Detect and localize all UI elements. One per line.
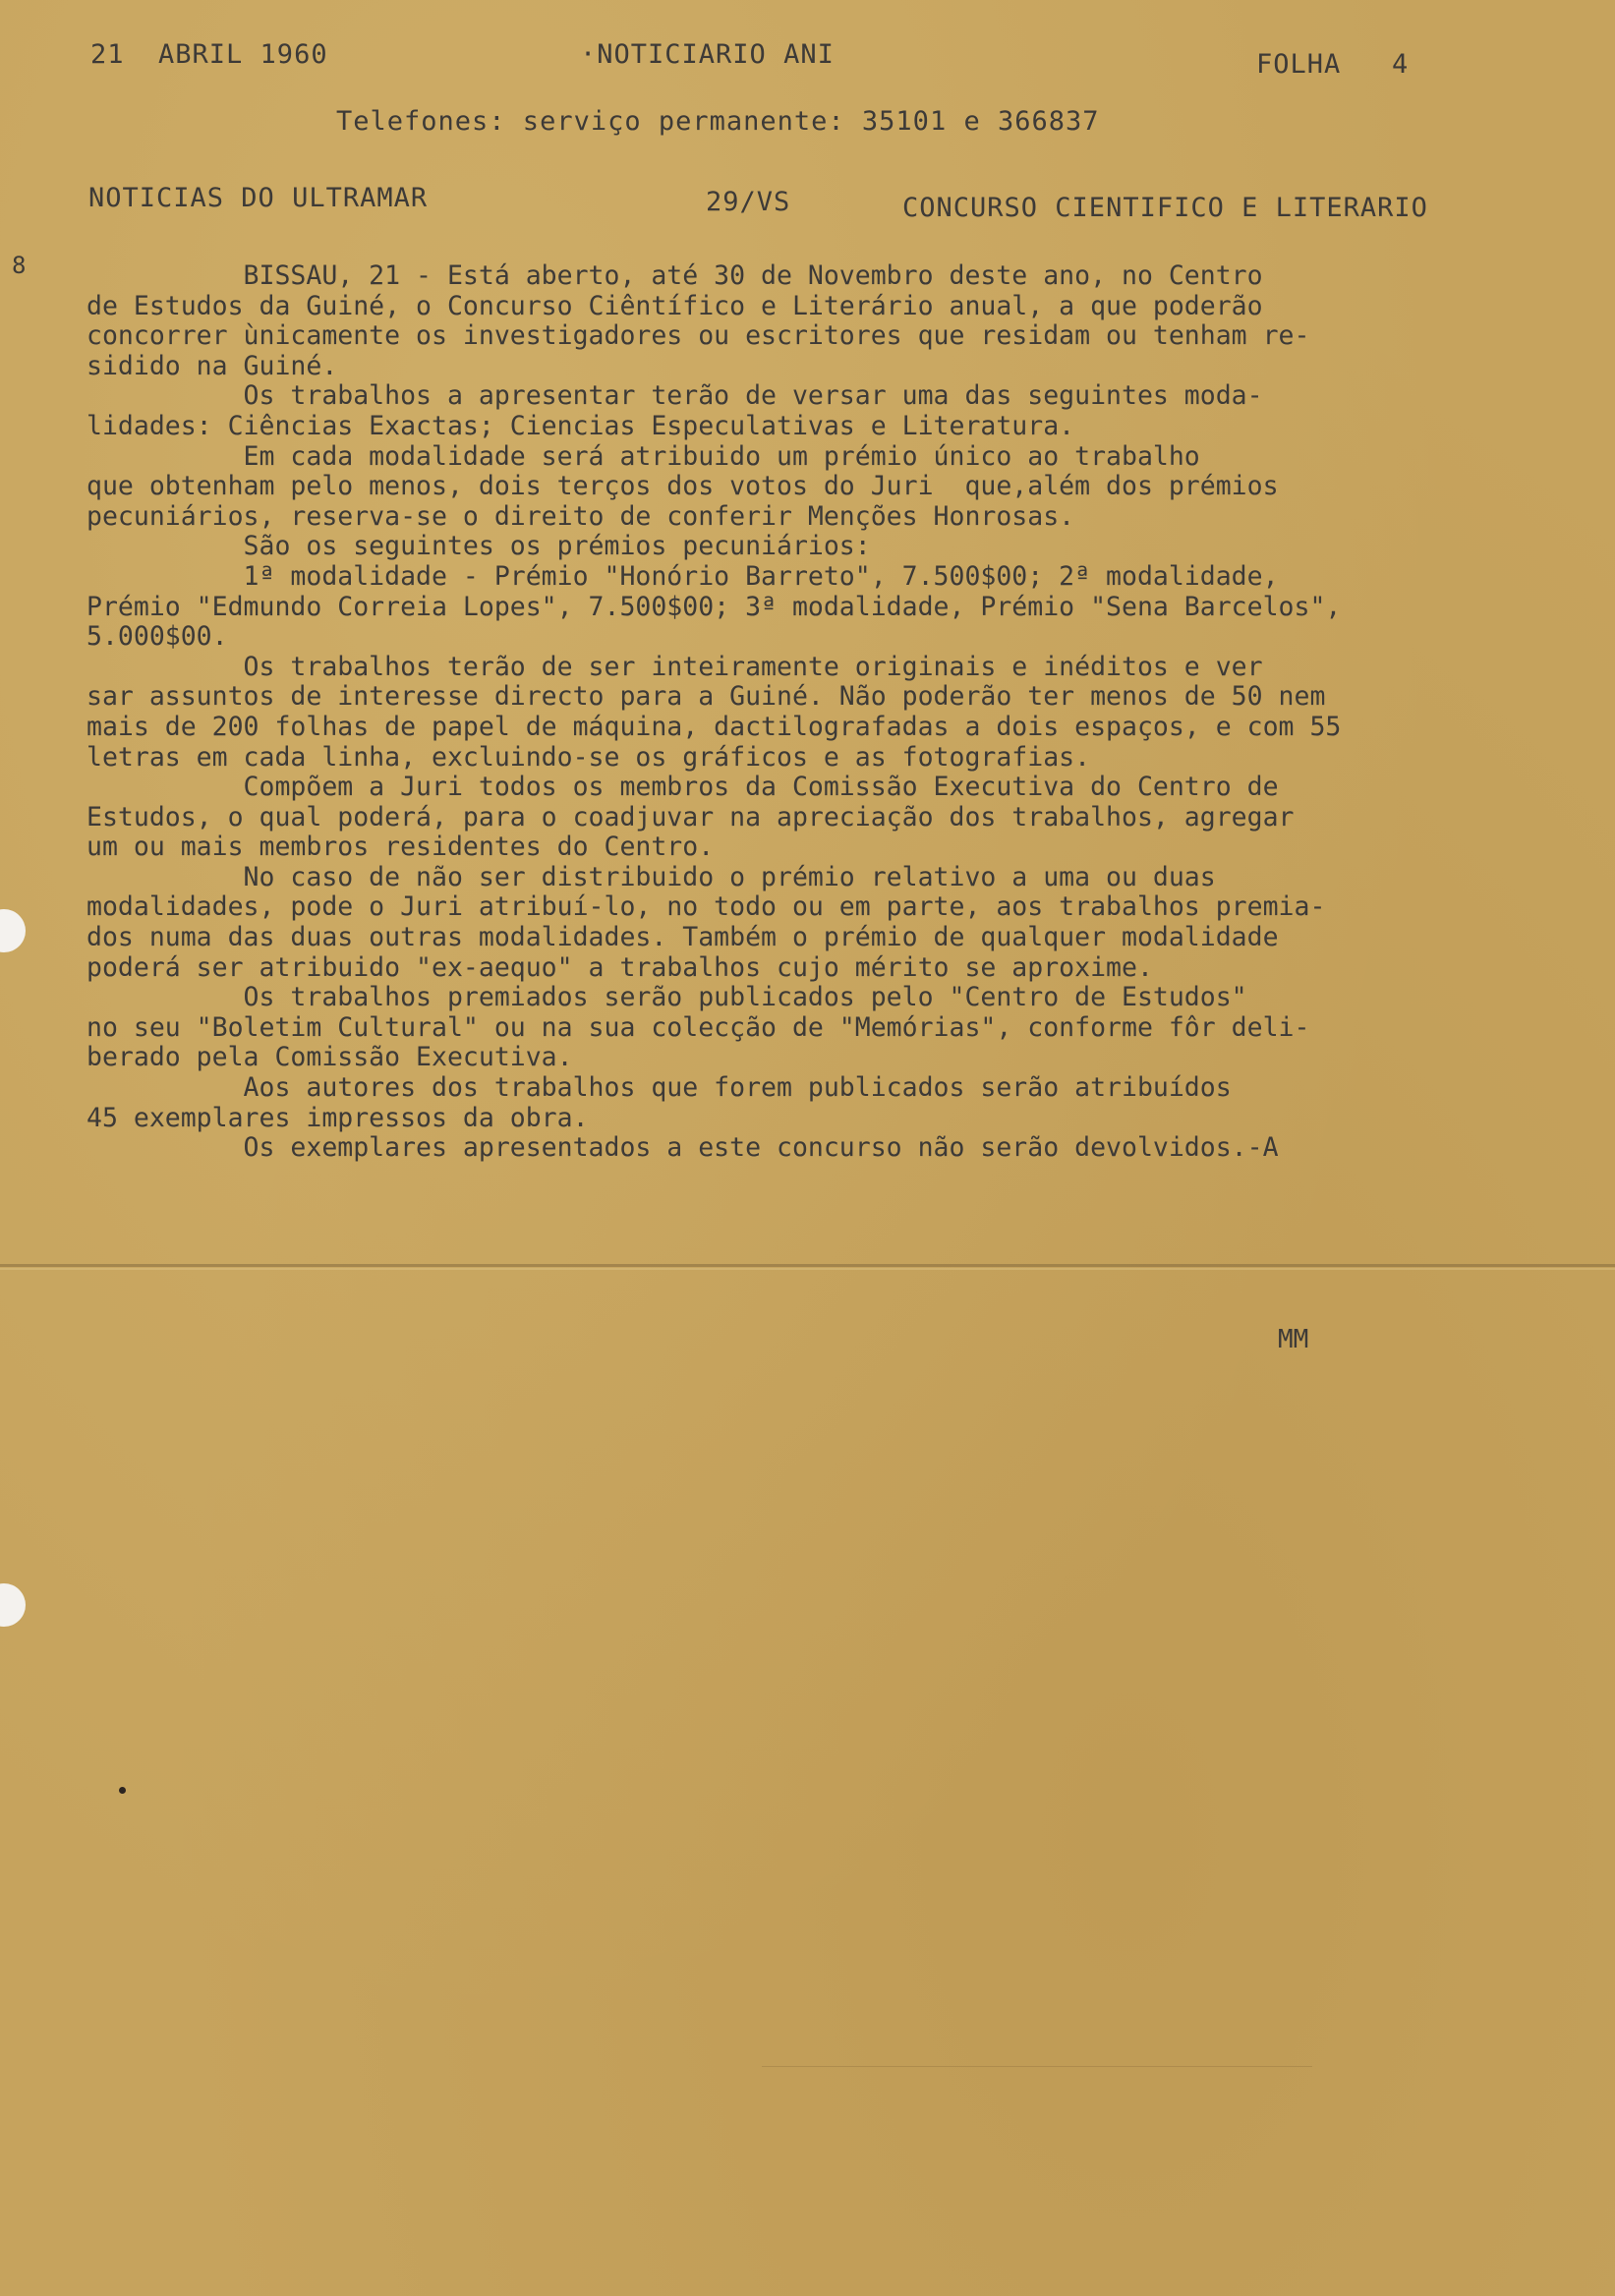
paragraph xyxy=(87,1133,1492,1164)
paragraph xyxy=(87,653,1492,773)
ink-speck xyxy=(119,1787,126,1794)
text-line: de Estudos da Guiné, o Concurso Ciêntífico e Literário anual, a que poderão xyxy=(87,290,1263,321)
text-line: São os seguintes os prémios pecuniários: xyxy=(87,531,871,562)
text-line: lidades: Ciências Exactas; Ciencias Especulativas e Literatura. xyxy=(87,410,1075,441)
punch-hole xyxy=(0,909,26,952)
fold-highlight xyxy=(0,1268,1615,1270)
text-line: Os trabalhos terão de ser inteiramente originais e inéditos e ver xyxy=(87,651,1263,682)
text-line: Os trabalhos premiados serão publicados pelo "Centro de Estudos" xyxy=(87,982,1247,1013)
text-line: modalidades, pode o Juri atribuí-lo, no todo ou em parte, aos trabalhos premia- xyxy=(87,891,1326,923)
text-line: Compõem a Juri todos os membros da Comissão Executiva do Centro de xyxy=(87,772,1279,803)
text-line: berado pela Comissão Executiva. xyxy=(87,1042,573,1073)
text-line: um ou mais membros residentes do Centro. xyxy=(87,832,715,863)
typist-initials: MM xyxy=(1278,1325,1309,1354)
text-line: No caso de não ser distribuido o prémio relativo a uma ou duas xyxy=(87,861,1216,892)
paper-mark xyxy=(762,2066,1312,2067)
text-line: 45 exemplares impressos da obra. xyxy=(87,1102,589,1133)
header-phones: Telefones: serviço permanente: 35101 e 366837 xyxy=(336,106,1100,137)
fold-crease xyxy=(0,1264,1615,1267)
text-line: mais de 200 folhas de papel de máquina, dactilografadas a dois espaços, e com 55 xyxy=(87,711,1342,742)
article-body xyxy=(87,261,1492,1164)
text-line: sidido na Guiné. xyxy=(87,350,338,381)
header-agency: ·NOTICIARIO ANI xyxy=(580,39,835,70)
paragraph xyxy=(87,261,1492,381)
paragraph xyxy=(87,773,1492,863)
text-line: que obtenham pelo menos, dois terços dos votos do Juri que,além dos prémios xyxy=(87,471,1279,502)
text-line: concorrer ùnicamente os investigadores ou escritores que residam ou tenham re- xyxy=(87,320,1310,352)
text-line: Em cada modalidade será atribuido um prémio único ao trabalho xyxy=(87,440,1200,472)
text-line: sar assuntos de interesse directo para a Guiné. Não poderão ter menos de 50 nem xyxy=(87,681,1326,713)
punch-hole xyxy=(0,1583,26,1627)
text-line: Aos autores dos trabalhos que forem publicados serão atribuídos xyxy=(87,1072,1232,1104)
text-line: 1ª modalidade - Prémio "Honório Barreto", 7.500$00; 2ª modalidade, xyxy=(87,560,1279,592)
text-line: 5.000$00. xyxy=(87,621,228,653)
text-line: pecuniários, reserva-se o direito de conferir Menções Honrosas. xyxy=(87,500,1075,532)
text-line: Prémio "Edmundo Correia Lopes", 7.500$00; 3ª modalidade, Prémio "Sena Barcelos", xyxy=(87,591,1342,622)
paragraph xyxy=(87,381,1492,441)
text-line: BISSAU, 21 - Está aberto, até 30 de Novembro deste ano, no Centro xyxy=(87,260,1263,291)
header-subject: CONCURSO CIENTIFICO E LITERARIO xyxy=(902,193,1428,223)
header-sheet-number: FOLHA 4 xyxy=(1256,49,1410,80)
paragraph xyxy=(87,532,1492,562)
paragraph xyxy=(87,983,1492,1073)
margin-number: 8 xyxy=(12,252,27,279)
text-line: no seu "Boletim Cultural" ou na sua colecção de "Memórias", conforme fôr deli- xyxy=(87,1011,1310,1043)
text-line: poderá ser atribuido "ex-aequo" a trabalhos cujo mérito se aproxime. xyxy=(87,951,1153,983)
paragraph xyxy=(87,562,1492,653)
text-line: Os trabalhos a apresentar terão de versar uma das seguintes moda- xyxy=(87,380,1263,412)
header-ref: 29/VS xyxy=(706,187,791,217)
text-line: Os exemplares apresentados a este concurso não serão devolvidos.-A xyxy=(87,1132,1279,1164)
header-date: 21 ABRIL 1960 xyxy=(90,39,328,70)
text-line: dos numa das duas outras modalidades. Também o prémio de qualquer modalidade xyxy=(87,922,1279,953)
paragraph xyxy=(87,863,1492,983)
paragraph xyxy=(87,442,1492,533)
text-line: letras em cada linha, excluindo-se os gráficos e as fotografias. xyxy=(87,741,1091,773)
paragraph xyxy=(87,1073,1492,1133)
text-line: Estudos, o qual poderá, para o coadjuvar na apreciação dos trabalhos, agregar xyxy=(87,801,1295,832)
header-section: NOTICIAS DO ULTRAMAR xyxy=(88,183,429,213)
